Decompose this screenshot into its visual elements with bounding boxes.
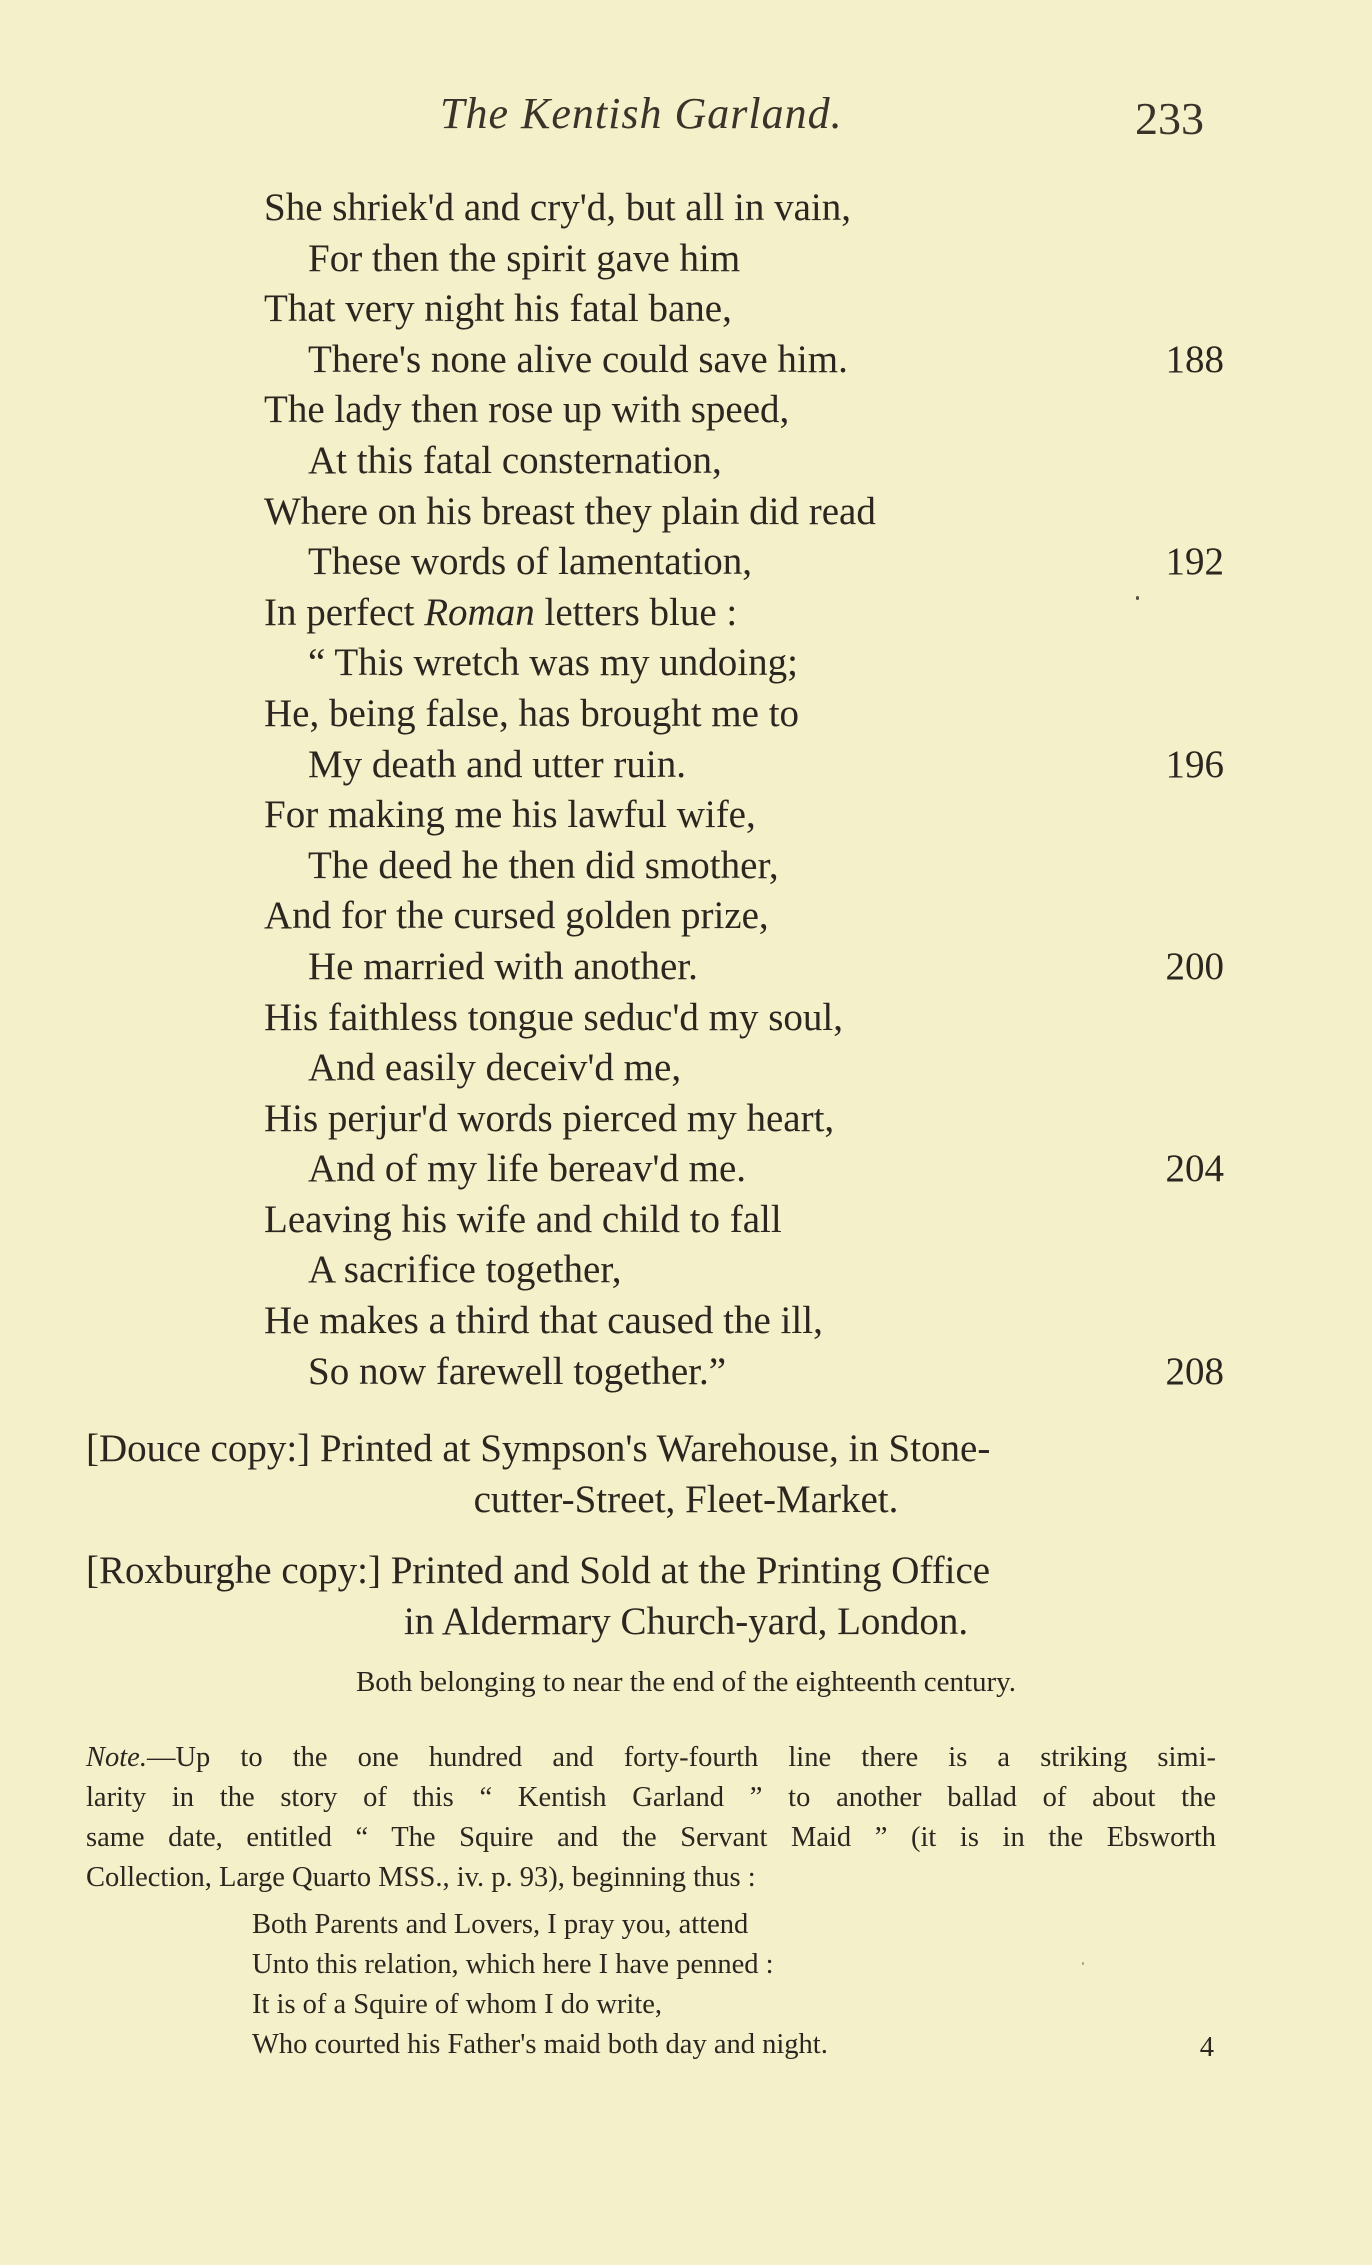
poem-line-text: And easily deceiv'd me,	[308, 1046, 682, 1090]
poem-stanza	[264, 183, 1224, 1397]
poem-line-text	[264, 591, 737, 634]
poem-line	[264, 841, 1224, 892]
poem-line	[264, 1347, 1224, 1398]
poem-line	[264, 689, 1224, 740]
note-line-1-text: —Up to the one hundred and forty-fourth line there is a striking simi-	[146, 1742, 1216, 1773]
roxburghe-imprint-line-1: [Roxburghe copy:] Printed and Sold at the Printing Office	[86, 1549, 991, 1592]
quoted-verse-line	[252, 2025, 1212, 2065]
roxburghe-imprint-line-2: in Aldermary Church-yard, London.	[403, 1600, 969, 1643]
print-speck	[1082, 1962, 1084, 1965]
poem-line	[264, 638, 1224, 689]
poem-line	[264, 234, 1224, 285]
page-number: 233	[1135, 93, 1204, 144]
poem-line	[264, 588, 1224, 639]
line-number: 192	[1165, 540, 1224, 584]
print-speck	[1136, 596, 1139, 600]
poem-line-text: That very night his fatal bane,	[264, 287, 732, 331]
poem-line	[264, 891, 1224, 942]
roxburghe-imprint	[0, 1545, 1372, 1647]
poem-line	[264, 537, 1224, 588]
line-number: 204	[1165, 1147, 1224, 1191]
line-number: 4	[1199, 2032, 1214, 2063]
poem-line	[264, 1245, 1224, 1296]
poem-line	[264, 335, 1224, 386]
poem-line-text: At this fatal consternation,	[308, 438, 722, 482]
poem-line	[264, 790, 1224, 841]
line-number: 200	[1165, 944, 1224, 988]
poem-line-text: For then the spirit gave him	[308, 236, 741, 280]
quoted-verse-line-text: It is of a Squire of whom I do write,	[252, 1989, 663, 2020]
poem-line	[264, 1296, 1224, 1347]
poem-line	[264, 1144, 1224, 1195]
poem-line-text: And for the cursed golden prize,	[264, 894, 769, 938]
line-number: 208	[1165, 1349, 1224, 1393]
editorial-note	[86, 1738, 1216, 1898]
quoted-verse-line-text: Both Parents and Lovers, I pray you, attend	[252, 1909, 749, 1940]
quoted-verse-line-text: Unto this relation, which here I have penned :	[252, 1949, 774, 1980]
poem-line-text: The deed he then did smother,	[308, 843, 779, 887]
poem-line	[264, 487, 1224, 538]
poem-line-text: “ This wretch was my undoing;	[308, 641, 798, 685]
poem-line-text-part: letters blue :	[534, 590, 738, 634]
note-label: Note.	[86, 1742, 147, 1773]
poem-line-text: She shriek'd and cry'd, but all in vain,	[264, 186, 852, 229]
poem-line-text: He married with another.	[308, 944, 698, 988]
poem-line	[264, 993, 1224, 1044]
quoted-verse-line	[252, 1905, 1212, 1945]
poem-line-text: My death and utter ruin.	[308, 742, 686, 786]
line-number: 196	[1165, 742, 1224, 786]
poem-line	[264, 1094, 1224, 1145]
poem-line-text: Leaving his wife and child to fall	[264, 1197, 782, 1241]
note-line-4: Collection, Large Quarto MSS., iv. p. 93), beginning thus :	[86, 1862, 756, 1893]
douce-imprint-line-2: cutter-Street, Fleet-Market.	[473, 1478, 899, 1521]
poem-line	[264, 740, 1224, 791]
poem-line	[264, 1043, 1224, 1094]
poem-line-text: There's none alive could save him.	[308, 337, 848, 381]
poem-line	[264, 284, 1224, 335]
quoted-verse	[252, 1905, 1212, 2065]
quoted-verse-line-text: Who courted his Father's maid both day and night.	[252, 2029, 828, 2060]
poem-line-text: So now farewell together.”	[308, 1349, 727, 1393]
poem-line	[264, 183, 1224, 234]
note-line-1	[86, 1738, 1216, 1778]
poem-line	[264, 385, 1224, 436]
poem-line-text: And of my life bereav'd me.	[308, 1147, 747, 1191]
note-line-3: same date, entitled “ The Squire and the Servant Maid ” (it is in the Ebsworth	[86, 1822, 1216, 1853]
poem-line-text: His perjur'd words pierced my heart,	[264, 1096, 835, 1140]
poem-line-text: Where on his breast they plain did read	[264, 489, 876, 533]
poem-line-text-part: In perfect	[264, 590, 425, 634]
poem-line-text: For making me his lawful wife,	[264, 793, 756, 837]
date-remark: Both belonging to near the end of the eighteenth century.	[355, 1666, 1017, 1698]
line-number: 188	[1165, 337, 1224, 381]
poem-line-text: He makes a third that caused the ill,	[264, 1299, 823, 1343]
poem-line-text: The lady then rose up with speed,	[264, 388, 790, 432]
douce-imprint-line-1: [Douce copy:] Printed at Sympson's Warehouse, in Stone-	[86, 1427, 991, 1470]
quoted-verse-line	[252, 1945, 1212, 1985]
poem-line-text: He, being false, has brought me to	[264, 691, 800, 735]
poem-line	[264, 436, 1224, 487]
quoted-verse-line	[252, 1985, 1212, 2025]
poem-line-text: A sacrifice together,	[308, 1248, 622, 1292]
douce-imprint	[0, 1423, 1372, 1525]
poem-line-text: These words of lamentation,	[308, 540, 753, 584]
poem-line	[264, 942, 1224, 993]
poem-line	[264, 1195, 1224, 1246]
poem-line-text: His faithless tongue seduc'd my soul,	[264, 995, 843, 1039]
note-line-2: larity in the story of this “ Kentish Garland ” to another ballad of about the	[86, 1782, 1216, 1813]
poem-line-italic-word: Roman	[424, 590, 535, 634]
running-head-title: The Kentish Garland.	[440, 89, 843, 138]
